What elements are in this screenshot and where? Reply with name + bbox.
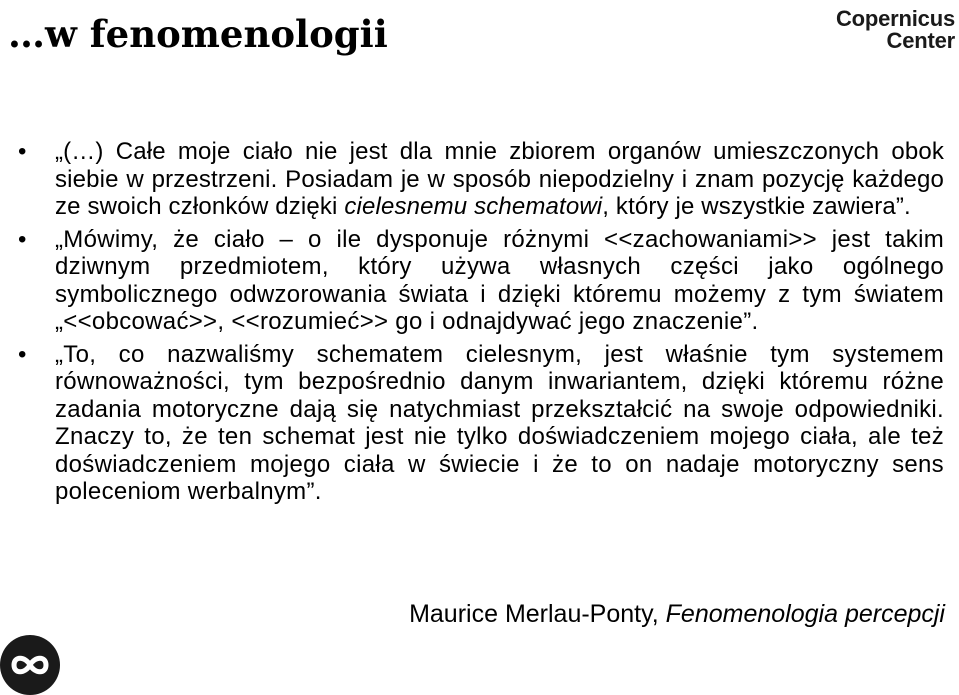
quote-text-1 — [55, 138, 944, 221]
quote-text-2: „Mówimy, że ciało – o ile dysponuje różnymi <<zachowaniami>> jest takim dziwnym przedmiotem, który używa własnych części jako ogólnego symbolicznego odwzorowania świata i dzięki któremu możemy z tym światem „<<obcować>>, <<rozumieć>> go i odnajdywać jego znaczenie”. — [55, 225, 944, 335]
bullet-marker: • — [18, 138, 27, 165]
quote-text-3: „To, co nazwaliśmy schematem cielesnym, jest właśnie tym systemem równoważności, tym bezpośrednio danym inwariantem, dzięki któremu różne zadania motoryczne dają się natychmiast przekształcić na swoje odpowiedniki. Znaczy to, że ten schemat jest nie tylko doświadczeniem mojego ciała, ale też doświadczeniem mojego ciała w świecie i że to on nadaje motoryczny sens poleceniom werbalnym”. — [55, 340, 944, 505]
quote-bullet-3 — [18, 341, 944, 506]
quote-bullet-1 — [18, 138, 944, 221]
logo-line-1: Copernicus — [835, 6, 955, 31]
slide-title: …w fenomenologii — [8, 12, 388, 56]
bullet-marker: • — [18, 340, 27, 368]
quote-text-1-italic: cielesnemu schematowi — [344, 193, 603, 220]
logo-line-2: Center — [886, 28, 955, 53]
quote-text-1-start: „(…) Całe moje ciało nie jest dla mnie zbiorem organów umieszczonych obok siebie w przestrzeni. Posiadam je w sposób niepodzielny i znam pozycję każdego ze swoich członków dzięki — [55, 138, 944, 220]
citation-work: Fenomenologia percepcji — [665, 600, 945, 628]
copernicus-center-logo — [836, 8, 955, 52]
infinity-emblem-icon — [0, 635, 60, 695]
quote-bullet-2 — [18, 226, 944, 336]
quote-text-1-end: , który je wszystkie zawiera”. — [602, 193, 911, 220]
quote-list — [18, 138, 944, 511]
citation — [409, 598, 945, 630]
citation-author: Maurice Merlau-Ponty, — [409, 600, 666, 628]
bullet-marker: • — [18, 225, 27, 253]
